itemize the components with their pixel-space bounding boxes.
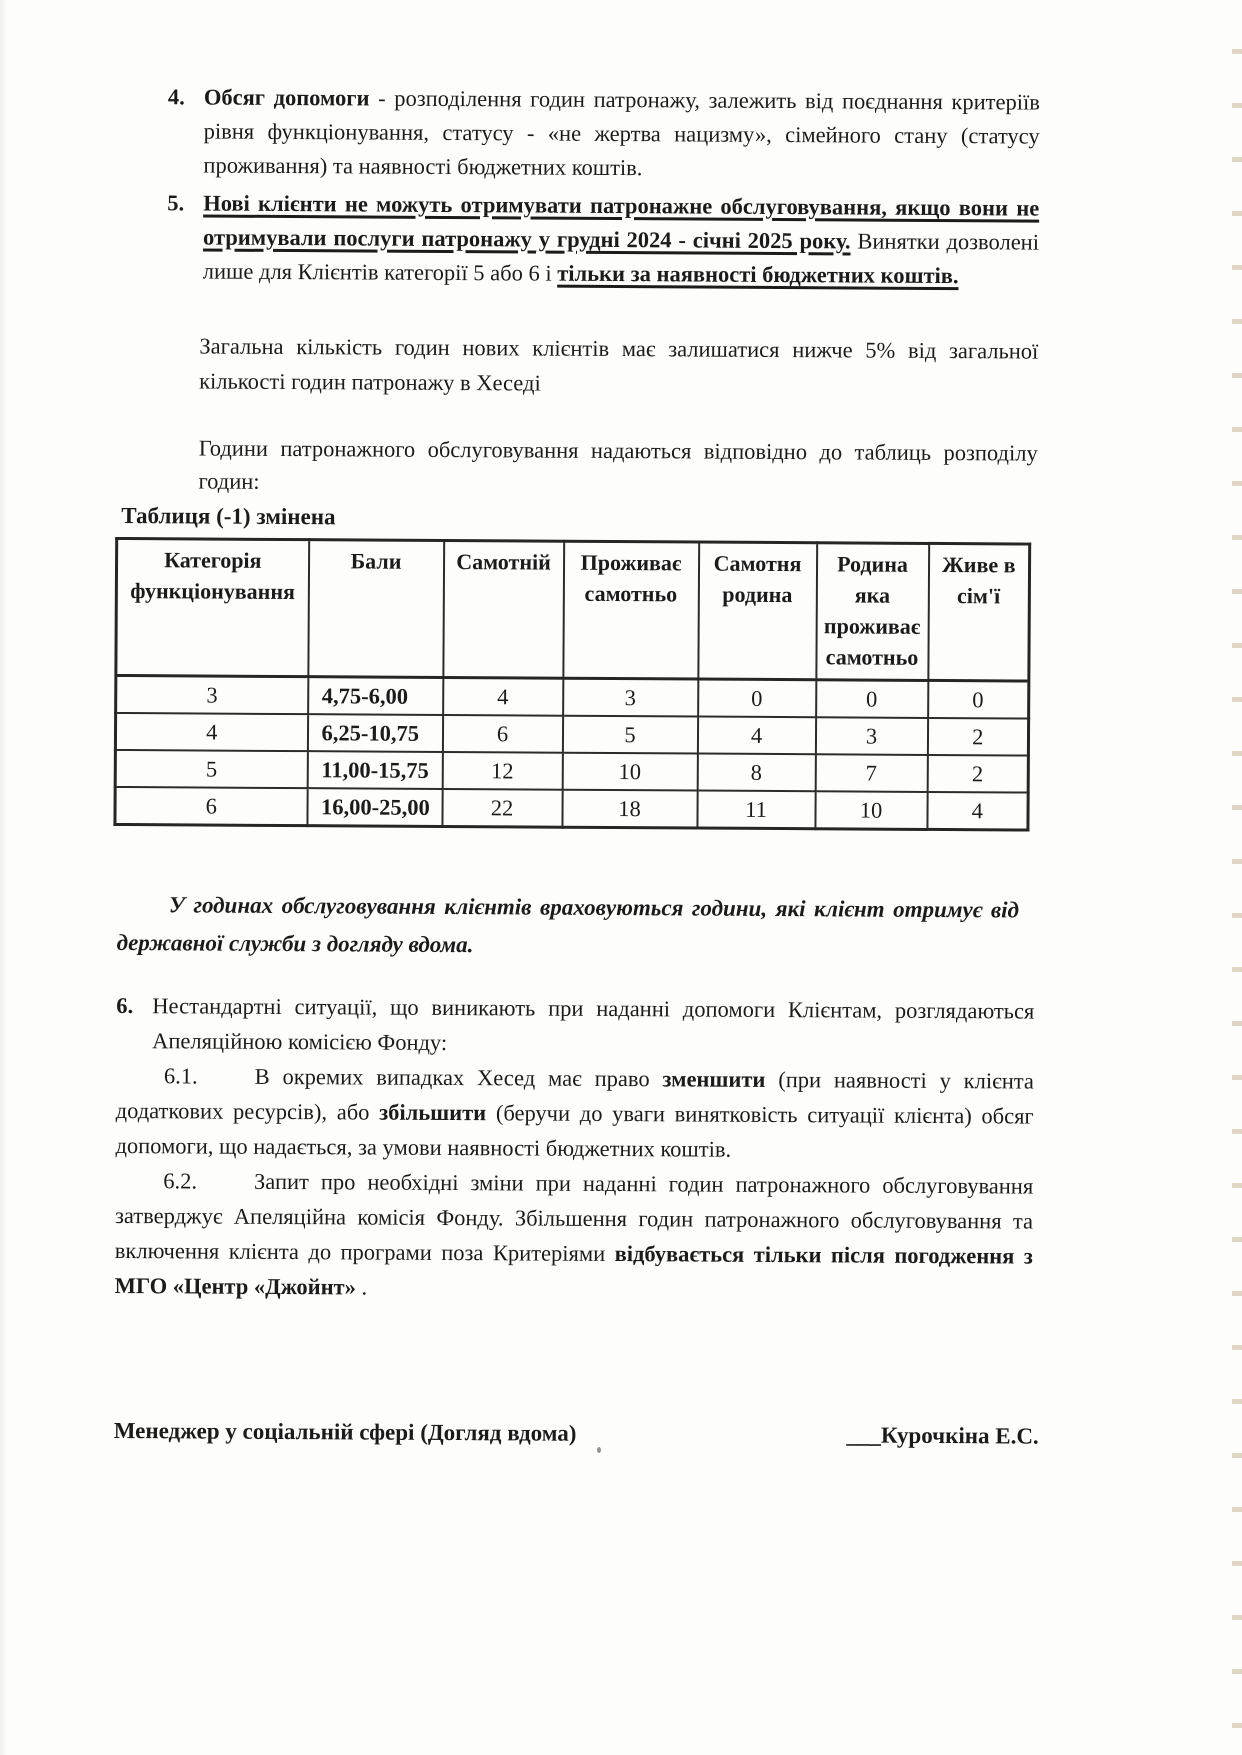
- table-cell: 10: [815, 791, 927, 829]
- signature-name: ___Курочкіна Е.С.: [846, 1422, 1039, 1449]
- table-header-cell: Бали: [308, 540, 444, 678]
- table-cell: 4: [115, 713, 307, 751]
- table-cell: 0: [698, 679, 816, 717]
- signature-role: Менеджер у соціальній сфері (Догляд вдома): [113, 1417, 577, 1446]
- table-cell: 3: [815, 717, 927, 755]
- table-cell: 0: [928, 680, 1029, 718]
- item-6-2-number: 6.2.: [163, 1168, 198, 1194]
- item-6-1-bold-decrease: зменшити: [662, 1066, 766, 1092]
- item-4-body: - розподілення годин патронажу, залежить від поєднання критеріїв рівня функціонування, статусу - «не жертва нацизму», сімейного стану (статусу проживання) та наявності бюджетних коштів.: [203, 85, 1040, 181]
- table-cell: 16,00-25,00: [307, 788, 442, 826]
- table-row: [115, 750, 1028, 793]
- table-cell: 4: [697, 717, 815, 755]
- table-cell: 10: [562, 753, 697, 791]
- table-header-cell: Самотня родина: [698, 542, 817, 680]
- table-header-cell: Категорія функціонування: [116, 538, 309, 676]
- paragraph-hours-tables: Години патронажного обслуговування надаються відповідно до таблиць розподілу годин:: [198, 435, 1038, 494]
- table-cell: 3: [116, 675, 308, 714]
- hours-distribution-table: [113, 537, 1031, 832]
- item-6-1-seg2: (при наявності у клієнта додаткових ресурсів), або: [115, 1066, 1034, 1125]
- table-row: [115, 713, 1028, 756]
- document-content: [114, 80, 1040, 1453]
- table-header-cell: Проживає самотньо: [563, 541, 699, 679]
- item-5-main-underlined: Нові клієнти не можуть отримувати патронажне обслуговування, якщо вони не отримували послуги патронажу у грудні 2024 - січні 2025 року.: [202, 190, 1040, 254]
- table-cell: 5: [115, 750, 307, 788]
- table-cell: 11: [697, 791, 815, 829]
- table-cell: 7: [815, 754, 927, 792]
- table-cell: 12: [442, 752, 562, 790]
- table-cell: 4: [443, 677, 563, 715]
- table-row: [115, 787, 1028, 830]
- table-caption: Таблиця (-1) змінена: [121, 503, 336, 530]
- item-6-2-seg2: .: [355, 1274, 368, 1300]
- scan-left-edge-shade: [0, 0, 7, 1755]
- table-header-cell: Живе в сім'ї: [928, 543, 1030, 681]
- item-6-1-number: 6.1.: [163, 1063, 198, 1089]
- table-header-cell: Самотній: [443, 540, 564, 678]
- table-cell: 22: [442, 789, 562, 827]
- note-state-service-hours: У годинах обслуговування клієнтів враховуються години, які клієнт отримує від державної служби з догляду вдома.: [116, 892, 1020, 958]
- table-cell: 2: [927, 755, 1028, 793]
- item-4: [121, 80, 1040, 188]
- item-6-number: 6.: [116, 992, 134, 1019]
- table-cell: 6,25-10,75: [307, 714, 442, 752]
- item-6: [116, 988, 1034, 1064]
- table-cell: 2: [927, 718, 1028, 756]
- table-cell: 5: [562, 716, 697, 754]
- table-cell: 4: [927, 792, 1028, 830]
- item-6-1-seg3: (беручи до уваги винятковість ситуації клієнта) обсяг допомоги, що надається, за умови наявності бюджетних коштів.: [115, 1100, 1034, 1162]
- signature-row: [114, 1415, 1039, 1453]
- table-cell: 6: [115, 787, 307, 826]
- item-5-middle: Винятки дозволені лише для Клієнтів категорії 5 або 6 і: [202, 228, 1040, 286]
- item-6-2: [115, 1163, 1034, 1309]
- item-5-tail-underlined: тільки за наявності бюджетних коштів.: [557, 260, 959, 289]
- table-cell: 8: [697, 754, 815, 792]
- item-4-lead: Обсяг допомоги: [203, 84, 370, 111]
- table-row: [116, 675, 1029, 718]
- table-cell: 4,75-6,00: [308, 677, 443, 715]
- item-4-number: 4.: [167, 84, 185, 110]
- table-cell: 3: [563, 678, 698, 716]
- table-cell: 18: [562, 790, 697, 828]
- item-6-1-bold-increase: збільшити: [379, 1099, 487, 1126]
- scan-edge-artifacts: [1232, 0, 1242, 1755]
- paragraph-total-hours: Загальна кількість годин нових клієнтів має залишатися нижче 5% від загальної кількості годин патронажу в Хеседі: [199, 333, 1039, 396]
- item-5: [121, 186, 1040, 294]
- item-5-number: 5.: [167, 190, 185, 216]
- table-cell: 6: [442, 715, 562, 753]
- table-cell: 11,00-15,75: [307, 751, 442, 789]
- item-6-1: [115, 1058, 1034, 1169]
- item-6-2-bold-approval: відбувається тільки після погодження з МГО «Центр «Джойнт»: [114, 1241, 1033, 1300]
- item-6-1-seg1: В окремих випадках Хесед має право: [254, 1063, 663, 1092]
- table-header-row: [116, 538, 1030, 681]
- table-cell: 0: [816, 680, 928, 718]
- table-header-cell: Родина яка проживає самотньо: [816, 543, 929, 681]
- item-6-body: Нестандартні ситуації, що виникають при наданні допомоги Клієнтам, розглядаються Апеляційною комісією Фонду:: [152, 993, 1035, 1056]
- item-6-2-seg1: Запит про необхідні зміни при наданні годин патронажного обслуговування затверджує Апеляційна комісія Фонду. Збільшення годин патронажного обслуговування та включення клієнта до програми поза Критеріями: [114, 1168, 1034, 1267]
